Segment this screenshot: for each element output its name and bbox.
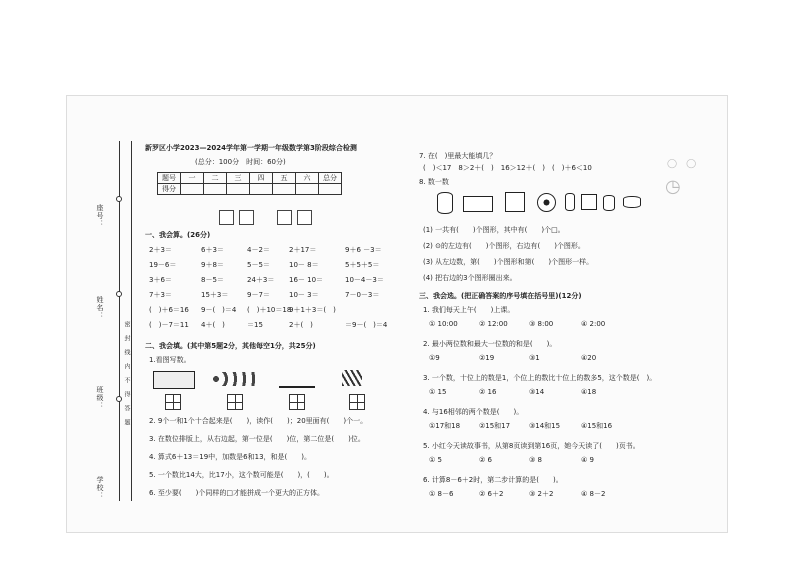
place-value-box[interactable] <box>289 394 305 410</box>
arithmetic-item: 6＋3＝ <box>201 246 224 254</box>
tall-cylinder-shape <box>603 195 615 211</box>
score-blank[interactable] <box>319 184 342 195</box>
place-value-box[interactable] <box>349 394 365 410</box>
score-blank[interactable] <box>250 184 273 195</box>
choice-option[interactable]: ④ 2:00 <box>581 320 606 328</box>
counting-frame <box>153 371 195 389</box>
ball-shape <box>537 193 556 212</box>
answer-box[interactable] <box>219 210 234 225</box>
exam-sheet <box>66 95 728 533</box>
arithmetic-item: 2＋3＝ <box>149 246 172 254</box>
choice-question: 4. 与16相邻的两个数是( )。 <box>423 408 524 416</box>
arithmetic-item: 9＋6 －3＝ <box>345 246 382 254</box>
binding-hole <box>116 291 122 297</box>
choice-option[interactable]: ④ 8－2 <box>581 490 606 498</box>
choice-option[interactable]: ④18 <box>581 388 597 396</box>
choice-question: 6. 计算8－6＋2时，第二步计算的是( )。 <box>423 476 563 484</box>
arithmetic-item: 9－7＝ <box>247 291 270 299</box>
choice-option[interactable]: ③14和15 <box>529 422 561 430</box>
arithmetic-item: 10－ 3＝ <box>289 291 319 299</box>
apples-picture <box>212 372 256 386</box>
choice-option[interactable]: ① 8－6 <box>429 490 454 498</box>
exam-title: 新罗区小学2023—2024学年第一学期一年级数学第3阶段综合检测 <box>145 144 357 152</box>
section-1-title: 一、我会算。(26分) <box>145 231 211 239</box>
choice-question: 1. 我们每天上午( )上课。 <box>423 306 515 314</box>
arithmetic-item: 2＋17＝ <box>289 246 317 254</box>
arithmetic-item: ( )－7＝11 <box>149 321 189 329</box>
choice-option[interactable]: ③ 8 <box>529 456 542 464</box>
seat-label: 座号： <box>96 204 104 228</box>
school-label: 学校： <box>96 476 104 500</box>
arithmetic-item: 15＋3＝ <box>201 291 229 299</box>
arithmetic-item: 10－ 8＝ <box>289 261 319 269</box>
score-cell: 得分 <box>158 184 181 195</box>
score-row-points <box>158 184 342 195</box>
choice-option[interactable]: ② 16 <box>479 388 497 396</box>
arithmetic-item: 4＋( ) <box>201 321 225 329</box>
arithmetic-item: 7＋3＝ <box>149 291 172 299</box>
choice-question: 3. 一个数，十位上的数是1，个位上的数比十位上的数多5，这个数是( )。 <box>423 374 657 382</box>
score-table <box>157 172 342 195</box>
arithmetic-item: 3＋6＝ <box>149 276 172 284</box>
score-blank[interactable] <box>227 184 250 195</box>
arithmetic-item: ( )＋6＝16 <box>149 306 189 314</box>
answer-box[interactable] <box>297 210 312 225</box>
small-cylinder-shape <box>565 193 575 211</box>
arithmetic-item: 8－5＝ <box>201 276 224 284</box>
q8-line-3: (3) 从左边数，第( )个图形和第( )个图形一样。 <box>423 258 594 266</box>
score-cell: 一 <box>181 173 204 184</box>
abacus-picture <box>279 372 315 388</box>
arithmetic-item: ＝9－( )＝4 <box>345 321 388 329</box>
arithmetic-item: 2＋( ) <box>289 321 313 329</box>
choice-option[interactable]: ①9 <box>429 354 440 362</box>
choice-option[interactable]: ② 6 <box>479 456 492 464</box>
place-value-box[interactable] <box>227 394 243 410</box>
bleed-clock-icon: ◯ ◯ <box>667 159 697 169</box>
score-cell: 题号 <box>158 173 181 184</box>
score-blank[interactable] <box>273 184 296 195</box>
choice-option[interactable]: ① 15 <box>429 388 447 396</box>
choice-option[interactable]: ② 6＋2 <box>479 490 504 498</box>
score-blank[interactable] <box>204 184 227 195</box>
arithmetic-item: 19－6＝ <box>149 261 177 269</box>
name-label: 姓名： <box>96 296 104 320</box>
q7-line: ( )＜17 8＞2＋( ) 16＞12＋( ) ( )＋6＜10 <box>423 164 592 172</box>
q7-prompt: 7. 在( )里最大能填几？ <box>419 152 497 160</box>
arithmetic-item: ( )＋10＝18 <box>247 306 292 314</box>
q8-line-1: (1) 一共有( )个图形，其中有( )个□。 <box>423 226 565 234</box>
choice-option[interactable]: ②19 <box>479 354 495 362</box>
score-blank[interactable] <box>181 184 204 195</box>
choice-option[interactable]: ③ 2＋2 <box>529 490 554 498</box>
choice-option[interactable]: ① 5 <box>429 456 442 464</box>
fill-item-4: 4. 算式6＋13＝19中，加数是6和13，和是( )。 <box>149 453 311 461</box>
section-2-title: 二、我会填。(其中第5题2分，其他每空1分，共25分) <box>145 342 316 350</box>
binding-hole <box>116 196 122 202</box>
choice-option[interactable]: ④ 9 <box>581 456 594 464</box>
score-cell: 五 <box>273 173 296 184</box>
answer-box[interactable] <box>239 210 254 225</box>
cylinder-shape <box>437 192 453 214</box>
score-blank[interactable] <box>296 184 319 195</box>
arithmetic-item: 9－( )＝4 <box>201 306 237 314</box>
arithmetic-item: 9＋1＋3＝( ) <box>289 306 336 314</box>
choice-option[interactable]: ③1 <box>529 354 540 362</box>
place-value-box[interactable] <box>165 394 181 410</box>
section-3-title: 三、我会选。(把正确答案的序号填在括号里)(12分) <box>419 292 582 300</box>
arithmetic-item: 5＋5＋5＝ <box>345 261 380 269</box>
choice-option[interactable]: ② 12:00 <box>479 320 508 328</box>
flat-cylinder-shape <box>623 196 641 208</box>
fill-item-2: 2. 9个一和1个十合起来是( )，读作( )；20里面有( )个一。 <box>149 417 368 425</box>
arithmetic-item: 5－5＝ <box>247 261 270 269</box>
score-cell: 四 <box>250 173 273 184</box>
choice-option[interactable]: ③14 <box>529 388 545 396</box>
score-cell: 二 <box>204 173 227 184</box>
score-cell: 总分 <box>319 173 342 184</box>
q8-line-4: (4) 把右边的3个图形圈出来。 <box>423 274 517 282</box>
small-cube-shape <box>581 194 597 210</box>
fill-item-6: 6. 至少要( )个同样的□才能拼成一个更大的正方体。 <box>149 489 324 497</box>
choice-option[interactable]: ③ 8:00 <box>529 320 554 328</box>
exam-meta: (总分：100分 时间：60分) <box>195 158 286 166</box>
q8-line-2: (2) ⊙的左边有( )个图形，右边有( )个图形。 <box>423 242 585 250</box>
answer-box[interactable] <box>277 210 292 225</box>
bleed-clock-icon-2: ◷ <box>665 176 681 197</box>
cuboid-shape <box>463 196 493 212</box>
choice-option[interactable]: ④20 <box>581 354 597 362</box>
fill-item-5: 5. 一个数比14大，比17小，这个数可能是( )，( )。 <box>149 471 334 479</box>
q8-prompt: 8. 数一数 <box>419 178 449 186</box>
seal-notice: 密 封 线 内 不 得 答 题 <box>123 321 130 426</box>
q1-prompt: 1.看图写数。 <box>149 356 191 364</box>
fill-item-3: 3. 在数位排版上，从右边起，第一位是( )位，第二位是( )位。 <box>149 435 365 443</box>
arithmetic-item: 9＋8＝ <box>201 261 224 269</box>
choice-option[interactable]: ②15和17 <box>479 422 511 430</box>
binding-line <box>119 141 120 501</box>
sticks-picture <box>342 370 362 386</box>
class-label: 班级： <box>96 386 104 410</box>
choice-option[interactable]: ④15和16 <box>581 422 613 430</box>
score-row-header <box>158 173 342 184</box>
choice-option[interactable]: ①17和18 <box>429 422 461 430</box>
arithmetic-item: 16－ 10＝ <box>289 276 324 284</box>
choice-option[interactable]: ① 10:00 <box>429 320 458 328</box>
score-cell: 三 <box>227 173 250 184</box>
choice-question: 5. 小红今天读故事书，从第8页读到第16页，她今天读了( )页书。 <box>423 442 640 450</box>
arithmetic-item: ＝15 <box>247 321 263 329</box>
cube-shape <box>505 192 525 212</box>
arithmetic-item: 7－0－3＝ <box>345 291 380 299</box>
binding-line-2 <box>131 141 132 501</box>
arithmetic-item: 10－4－3＝ <box>345 276 384 284</box>
score-cell: 六 <box>296 173 319 184</box>
arithmetic-item: 24＋3＝ <box>247 276 275 284</box>
choice-question: 2. 最小两位数和最大一位数的和是( )。 <box>423 340 557 348</box>
arithmetic-item: 4－2＝ <box>247 246 270 254</box>
